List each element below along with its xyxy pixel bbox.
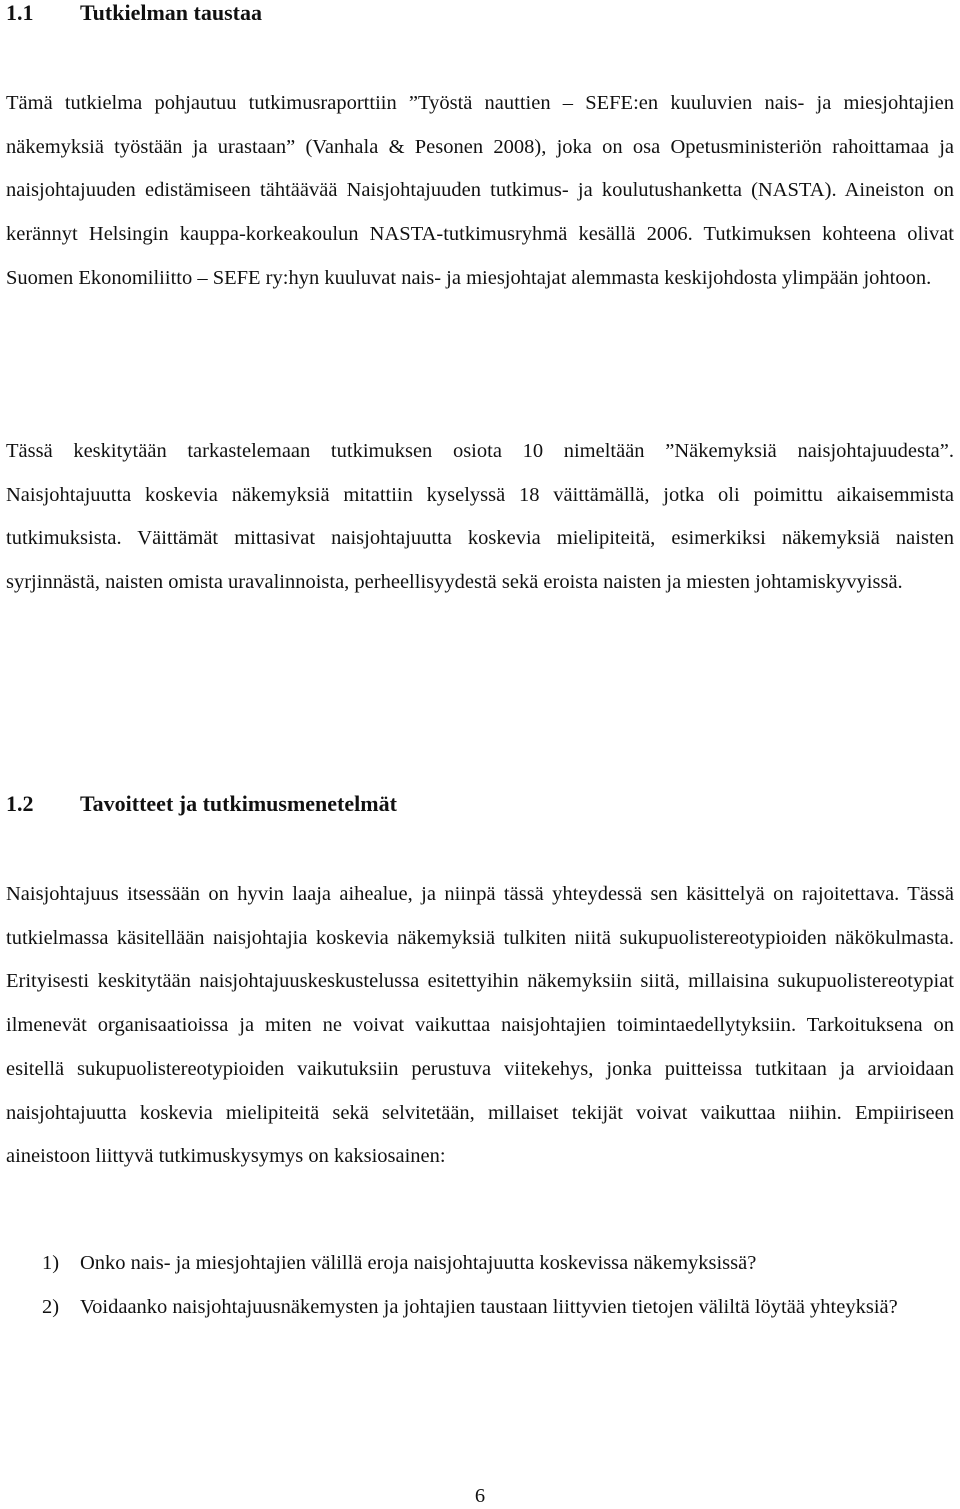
question-text: Onko nais- ja miesjohtajien välillä eroja naisjohtajuutta koskevissa näkemyksissä?: [80, 1252, 757, 1274]
list-item: [6, 1286, 954, 1330]
question-number: 1): [42, 1252, 60, 1274]
section-number: 1.2: [6, 791, 34, 816]
paragraph-background-2: Tässä keskitytään tarkastelemaan tutkimuksen osiota 10 nimeltään ”Näkemyksiä naisjohtajuudesta”. Naisjohtajuutta koskevia näkemyksiä mitattiin kyselyssä 18 väittämällä, jotka oli poimittu aikaisemmista tutkimuksista. Väittämät mittasivat naisjohtajuutta koskevia mielipiteitä, esimerkiksi näkemyksiä naisten syrjinnästä, naisten omista uravalinnoista, perheellisyydestä sekä eroista naisten ja miesten johtamiskyvyissä.: [6, 440, 954, 594]
section-heading-1-1: [6, 0, 262, 26]
question-text: Voidaanko naisjohtajuusnäkemysten ja johtajien taustaan liittyvien tietojen väliltä löytää yhteyksiä?: [80, 1295, 898, 1318]
research-questions-list: [6, 1242, 954, 1329]
page-number: 6: [474, 1485, 486, 1507]
list-item: [6, 1242, 954, 1286]
question-number: 2): [42, 1295, 60, 1318]
section-number: 1.1: [6, 0, 34, 25]
section-heading-1-2: [6, 791, 397, 817]
section-title: Tavoitteet ja tutkimusmenetelmät: [80, 791, 397, 816]
section-title: Tutkielman taustaa: [80, 0, 262, 25]
paragraph-background-1: Tämä tutkielma pohjautuu tutkimusraporttiin ”Työstä nauttien – SEFE:en kuuluvien nais- ja miesjohtajien näkemyksiä työstään ja urastaan” (Vanhala & Pesonen 2008), joka on osa Opetusministeriön rahoittamaa ja naisjohtajuuden edistämiseen tähtäävää Naisjohtajuuden tutkimus- ja koulutushanketta (NASTA). Aineiston on kerännyt Helsingin kauppa-korkeakoulun NASTA-tutkimusryhmä kesällä 2006. Tutkimuksen kohteena olivat Suomen Ekonomiliitto – SEFE ry:hyn kuuluvat nais- ja miesjohtajat alemmasta keskijohdosta ylimpään johtoon.: [6, 92, 954, 289]
paragraph-objectives: Naisjohtajuus itsessään on hyvin laaja aihealue, ja niinpä tässä yhteydessä sen käsittelyä on rajoitettava. Tässä tutkielmassa käsitellään naisjohtajia koskevia näkemyksiä tulkiten niitä sukupuolistereotypioiden näkökulmasta. Erityisesti keskitytään naisjohtajuuskeskustelussa esitettyihin näkemyksiin siitä, millaisina sukupuolistereotypiat ilmenevät organisaatioissa ja miten ne voivat vaikuttaa naisjohtajien toimintaedellytyksiin. Tarkoituksena on esitellä sukupuolistereotypioiden vaikutuksiin perustuva viitekehys, jonka puitteissa tutkitaan ja arvioidaan naisjohtajuutta koskevia mielipiteitä sekä selvitetään, millaiset tekijät voivat vaikuttaa niihin. Empiiriseen aineistoon liittyvä tutkimuskysymys on kaksiosainen:: [6, 883, 954, 1168]
